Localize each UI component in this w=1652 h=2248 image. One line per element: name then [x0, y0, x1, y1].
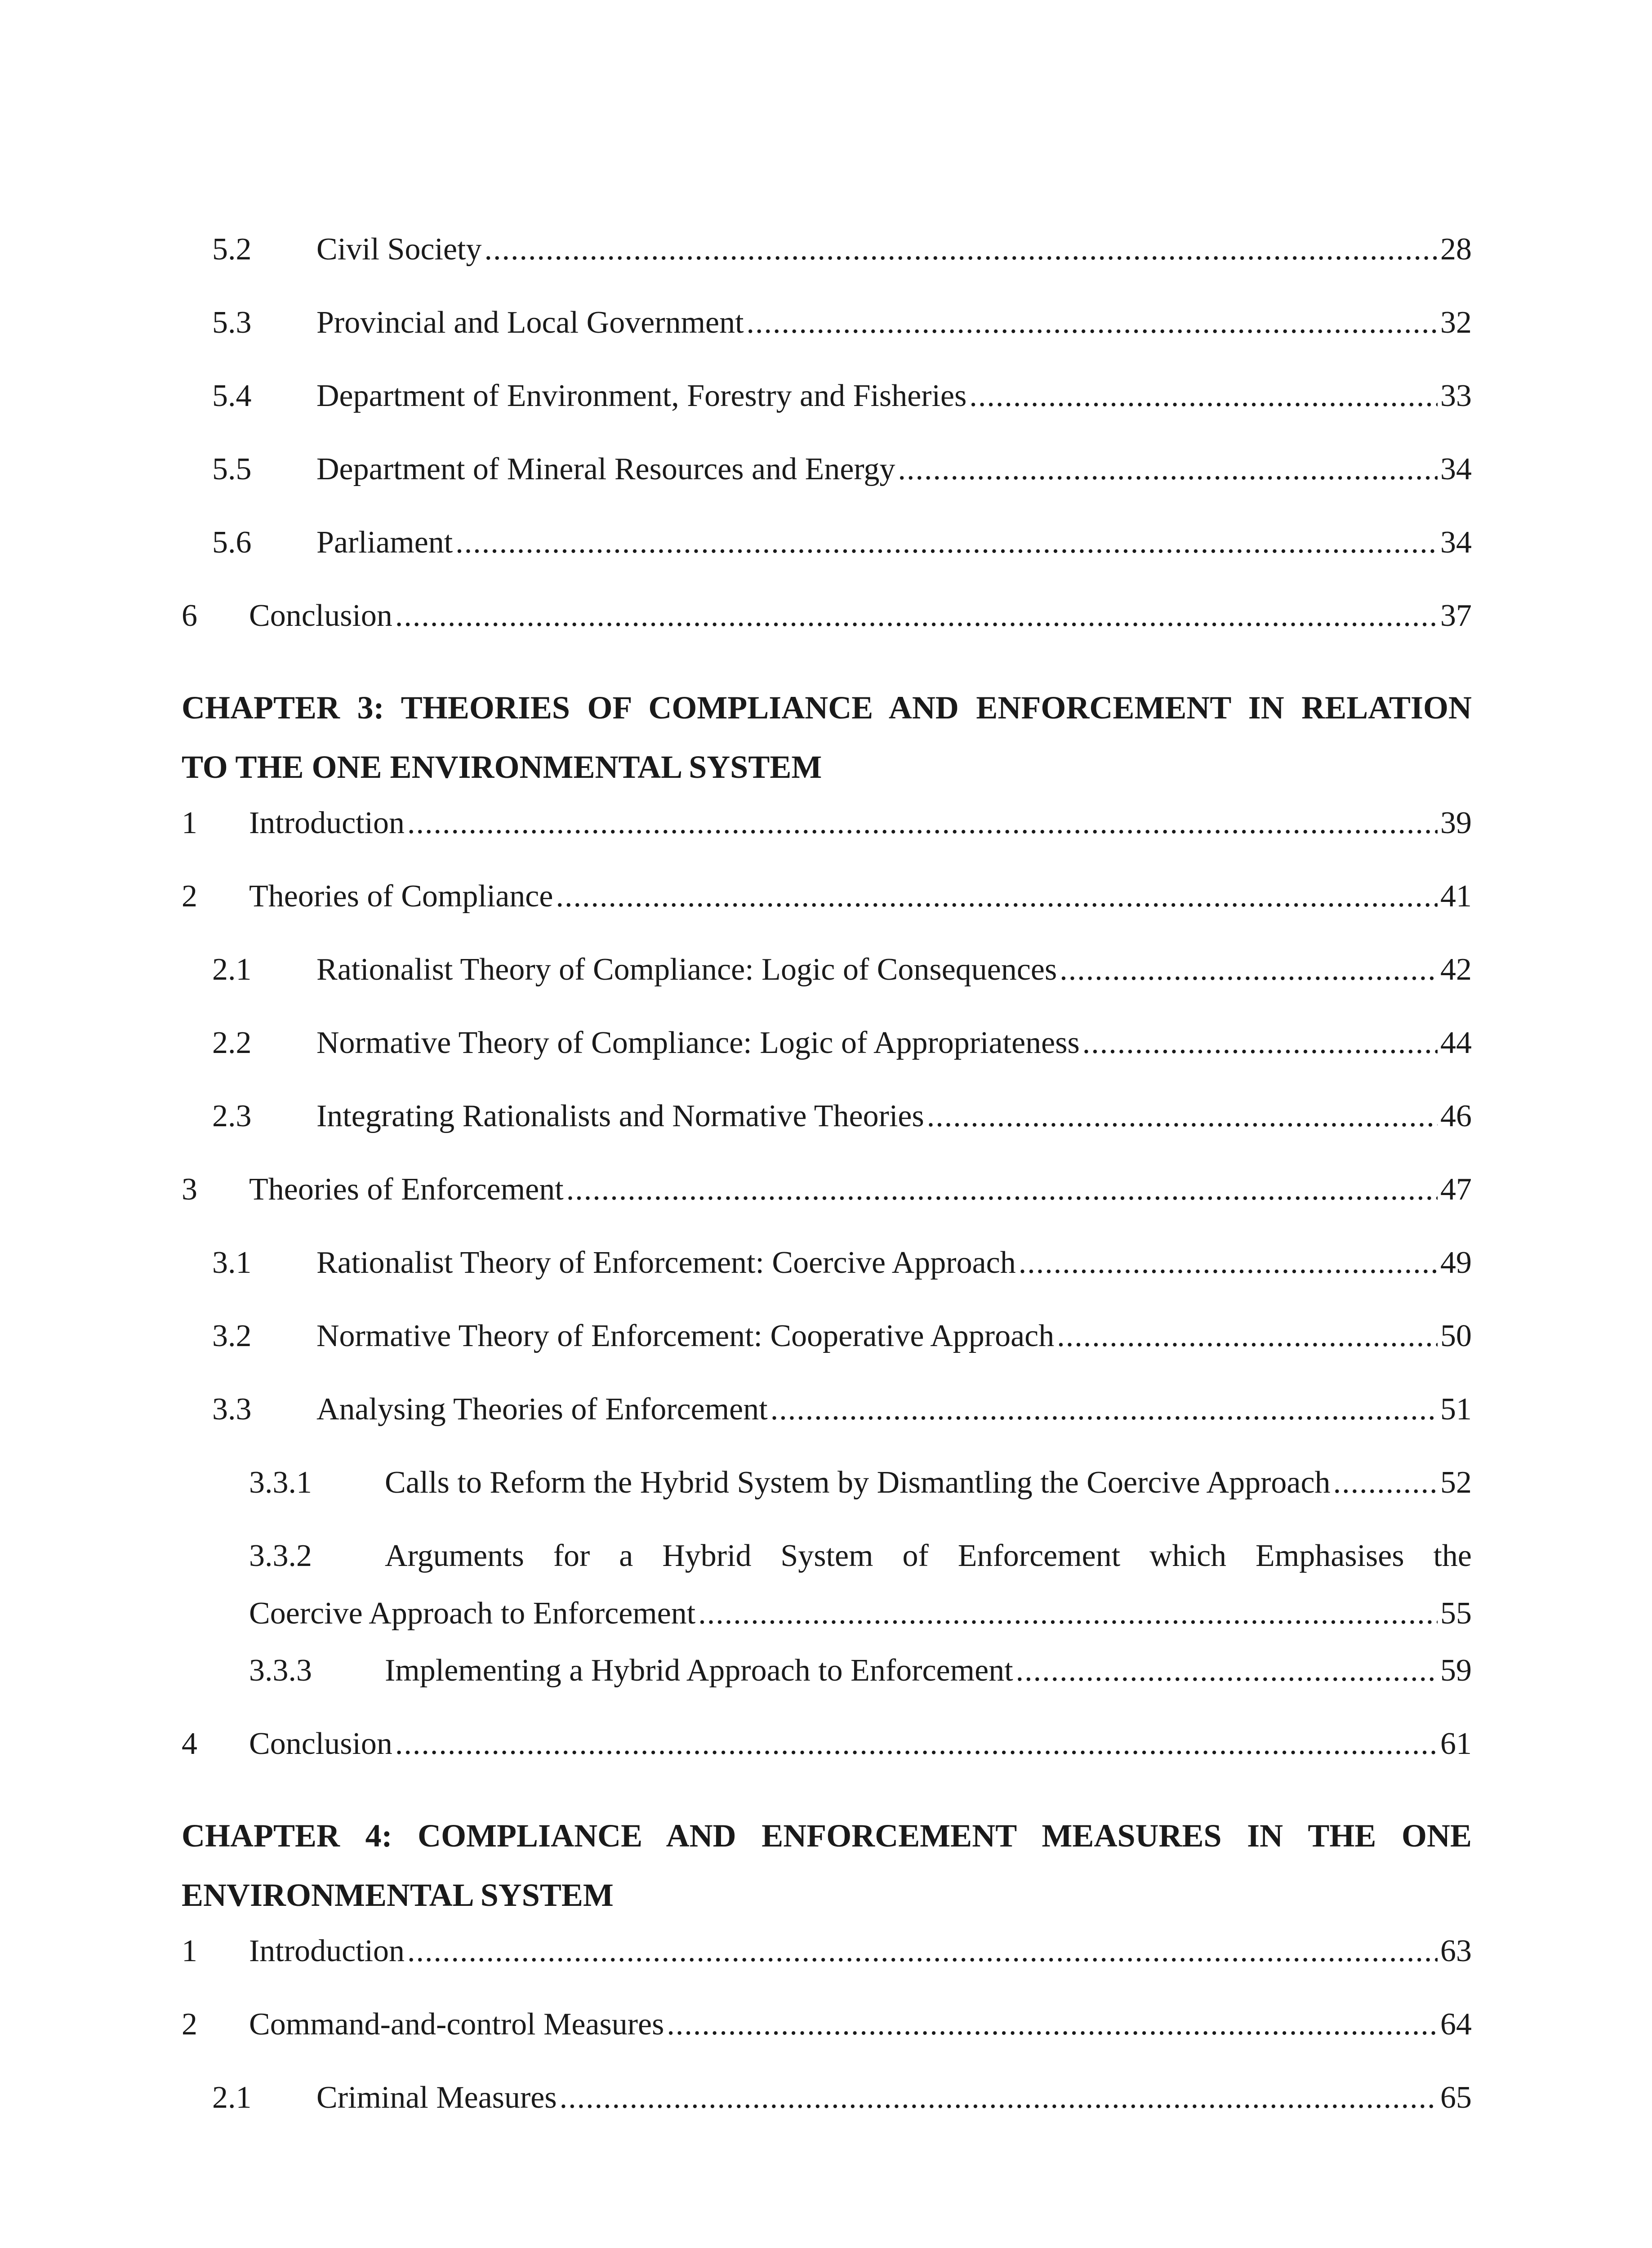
entry-page: 49 — [1440, 1245, 1472, 1280]
entry-title: Provincial and Local Government — [316, 305, 744, 340]
toc-entry[interactable] — [182, 1655, 1472, 1728]
toc-entry[interactable] — [182, 1728, 1472, 1802]
dot-leader — [395, 1728, 1438, 1760]
entry-number: 5.6 — [212, 525, 252, 560]
entry-page: 52 — [1440, 1465, 1472, 1500]
toc-entry[interactable] — [182, 1936, 1472, 2009]
entry-page: 47 — [1440, 1172, 1472, 1207]
entry-title: Implementing a Hybrid Approach to Enforcement — [385, 1653, 1013, 1688]
entry-number: 2.2 — [212, 1026, 252, 1060]
chapter-heading-line: CHAPTER 4: COMPLIANCE AND ENFORCEMENT MEASURES IN THE ONE — [182, 1818, 1472, 1854]
dot-leader — [1057, 1320, 1438, 1352]
dot-leader — [698, 1598, 1438, 1629]
entry-number: 5.3 — [212, 305, 252, 340]
toc-entry[interactable] — [182, 600, 1472, 674]
entry-title: Command-and-control Measures — [249, 2007, 664, 2042]
entry-page: 39 — [1440, 806, 1472, 840]
entry-title: Rationalist Theory of Enforcement: Coercive Approach — [316, 1245, 1016, 1280]
chapter-4-heading[interactable] — [182, 1802, 1472, 1936]
dot-leader — [395, 600, 1438, 632]
toc-entry[interactable] — [182, 527, 1472, 600]
dot-leader — [455, 527, 1438, 558]
entry-title: Conclusion — [249, 598, 392, 633]
toc-block-chapter3 — [182, 807, 1472, 1802]
entry-page: 33 — [1440, 379, 1472, 413]
entry-title: Parliament — [316, 525, 453, 560]
chapter-heading-line: CHAPTER 3: THEORIES OF COMPLIANCE AND ENFORCEMENT IN RELATION — [182, 690, 1472, 726]
entry-title-line2: Coercive Approach to Enforcement — [249, 1596, 696, 1631]
entry-title: Normative Theory of Compliance: Logic of Appropriateness — [316, 1026, 1080, 1060]
dot-leader — [969, 380, 1438, 412]
toc-entry[interactable] — [182, 1174, 1472, 1247]
entry-number: 2 — [182, 879, 197, 914]
toc-entry[interactable] — [182, 380, 1472, 454]
dot-leader — [556, 881, 1438, 912]
entry-number: 1 — [182, 1934, 197, 1968]
entry-page: 37 — [1440, 598, 1472, 633]
entry-title: Rationalist Theory of Compliance: Logic of Consequences — [316, 952, 1057, 987]
entry-number: 3.3.3 — [249, 1653, 312, 1688]
chapter-heading-line: TO THE ONE ENVIRONMENTAL SYSTEM — [182, 749, 822, 785]
dot-leader — [927, 1101, 1438, 1132]
entry-page: 34 — [1440, 452, 1472, 486]
dot-leader — [407, 1936, 1438, 1967]
toc-entry[interactable] — [182, 2082, 1472, 2155]
toc-entry-multiline[interactable] — [182, 1540, 1472, 1655]
entry-page: 55 — [1440, 1596, 1472, 1631]
entry-page: 28 — [1440, 232, 1472, 267]
entry-page: 51 — [1440, 1392, 1472, 1427]
entry-number: 6 — [182, 598, 197, 633]
entry-page: 44 — [1440, 1026, 1472, 1060]
toc-entry[interactable] — [182, 234, 1472, 307]
entry-title: Department of Environment, Forestry and Fisheries — [316, 379, 967, 413]
entry-title: Criminal Measures — [316, 2080, 557, 2115]
dot-leader — [770, 1394, 1438, 1425]
entry-title: Conclusion — [249, 1726, 392, 1761]
entry-page: 65 — [1440, 2080, 1472, 2115]
entry-page: 63 — [1440, 1934, 1472, 1968]
chapter-3-heading[interactable] — [182, 674, 1472, 807]
entry-title: Normative Theory of Enforcement: Cooperative Approach — [316, 1319, 1055, 1353]
entry-page: 61 — [1440, 1726, 1472, 1761]
entry-number: 5.4 — [212, 379, 252, 413]
entry-page: 42 — [1440, 952, 1472, 987]
chapter-heading-line: ENVIRONMENTAL SYSTEM — [182, 1877, 614, 1913]
entry-number: 5.2 — [212, 232, 252, 267]
entry-number: 4 — [182, 1726, 197, 1761]
entry-number: 1 — [182, 806, 197, 840]
dot-leader — [566, 1174, 1438, 1205]
dot-leader — [1019, 1247, 1438, 1279]
dot-leader — [667, 2009, 1438, 2040]
entry-title: Civil Society — [316, 232, 482, 267]
entry-title: Introduction — [249, 1934, 405, 1968]
entry-title: Integrating Rationalists and Normative Theories — [316, 1099, 924, 1133]
dot-leader — [1016, 1655, 1438, 1686]
entry-page: 32 — [1440, 305, 1472, 340]
entry-number: 2.1 — [212, 952, 252, 987]
toc-entry[interactable] — [182, 807, 1472, 881]
entry-page: 46 — [1440, 1099, 1472, 1133]
toc-entry[interactable] — [182, 1394, 1472, 1467]
entry-page: 64 — [1440, 2007, 1472, 2042]
toc-entry[interactable] — [182, 954, 1472, 1027]
table-of-contents — [182, 234, 1472, 2155]
entry-number: 2.1 — [212, 2080, 252, 2115]
entry-page: 59 — [1440, 1653, 1472, 1688]
dot-leader — [485, 234, 1438, 265]
entry-number: 3.3.2 — [249, 1539, 312, 1573]
entry-title: Calls to Reform the Hybrid System by Dismantling the Coercive Approach — [385, 1465, 1331, 1500]
dot-leader — [1060, 954, 1438, 986]
dot-leader — [560, 2082, 1438, 2114]
entry-line — [249, 1598, 1472, 1655]
dot-leader — [747, 307, 1438, 339]
toc-entry[interactable] — [182, 1467, 1472, 1540]
entry-page: 41 — [1440, 879, 1472, 914]
entry-number: 2 — [182, 2007, 197, 2042]
entry-number: 3.1 — [212, 1245, 252, 1280]
dot-leader — [407, 807, 1438, 839]
entry-title: Theories of Enforcement — [249, 1172, 564, 1207]
entry-number: 3 — [182, 1172, 197, 1207]
entry-number: 5.5 — [212, 452, 252, 486]
entry-title-line1: Arguments for a Hybrid System of Enforcement which Emphasises the — [385, 1539, 1472, 1573]
entry-title: Theories of Compliance — [249, 879, 553, 914]
entry-line — [249, 1540, 1472, 1598]
toc-block-chapter4 — [182, 1936, 1472, 2155]
entry-number: 2.3 — [212, 1099, 252, 1133]
toc-entry[interactable] — [182, 1101, 1472, 1174]
entry-number: 3.3 — [212, 1392, 252, 1427]
entry-number: 3.3.1 — [249, 1465, 312, 1500]
toc-entry[interactable] — [182, 1027, 1472, 1101]
entry-title: Analysing Theories of Enforcement — [316, 1392, 768, 1427]
dot-leader — [1333, 1467, 1438, 1499]
toc-entry[interactable] — [182, 454, 1472, 527]
entry-title: Department of Mineral Resources and Energy — [316, 452, 895, 486]
dot-leader — [898, 454, 1438, 485]
toc-entry[interactable] — [182, 2009, 1472, 2082]
toc-entry[interactable] — [182, 307, 1472, 380]
toc-entry[interactable] — [182, 1320, 1472, 1394]
toc-block-chapter2-tail — [182, 234, 1472, 674]
dot-leader — [1082, 1027, 1438, 1059]
toc-entry[interactable] — [182, 881, 1472, 954]
toc-entry[interactable] — [182, 1247, 1472, 1320]
entry-page: 50 — [1440, 1319, 1472, 1353]
entry-title: Introduction — [249, 806, 405, 840]
entry-number: 3.2 — [212, 1319, 252, 1353]
entry-page: 34 — [1440, 525, 1472, 560]
